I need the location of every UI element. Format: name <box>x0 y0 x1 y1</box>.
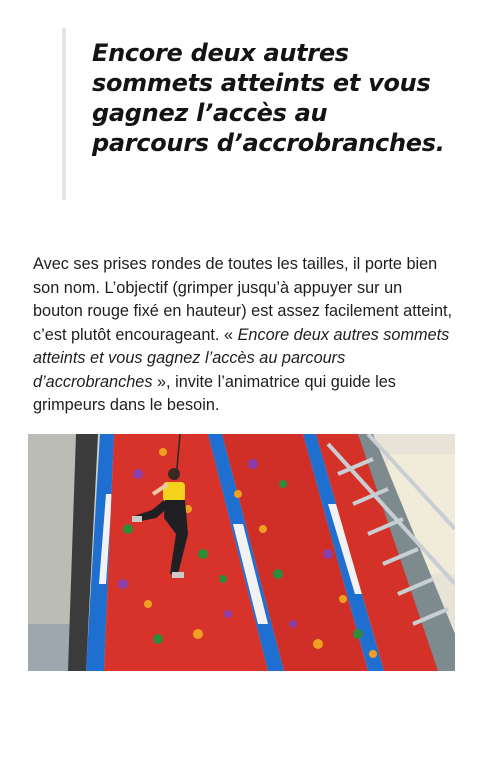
article-text-before: Avec ses prises rondes de toutes les tailles, il porte bien son nom. L’objectif (grimper jusqu’à appuyer sur un bouton rouge fixé en hauteur) est assez facilement atteint, c’est plutôt encourageant. « <box>33 255 453 344</box>
climbing-wall-illustration <box>28 434 455 671</box>
article-paragraph <box>33 253 453 418</box>
pull-quote <box>62 28 446 200</box>
article-text-after: », invite l’animatrice qui guide les grimpeurs dans le besoin. <box>33 372 396 414</box>
climbing-wall-photo <box>28 434 455 671</box>
article-inline-quote: Encore deux autres sommets atteints et vous gagnez l’accès au parcours d’accrobranches <box>33 325 450 391</box>
pull-quote-text: Encore deux autres sommets atteints et vous gagnez l’accès au parcours d’accrobranches. <box>92 39 445 157</box>
